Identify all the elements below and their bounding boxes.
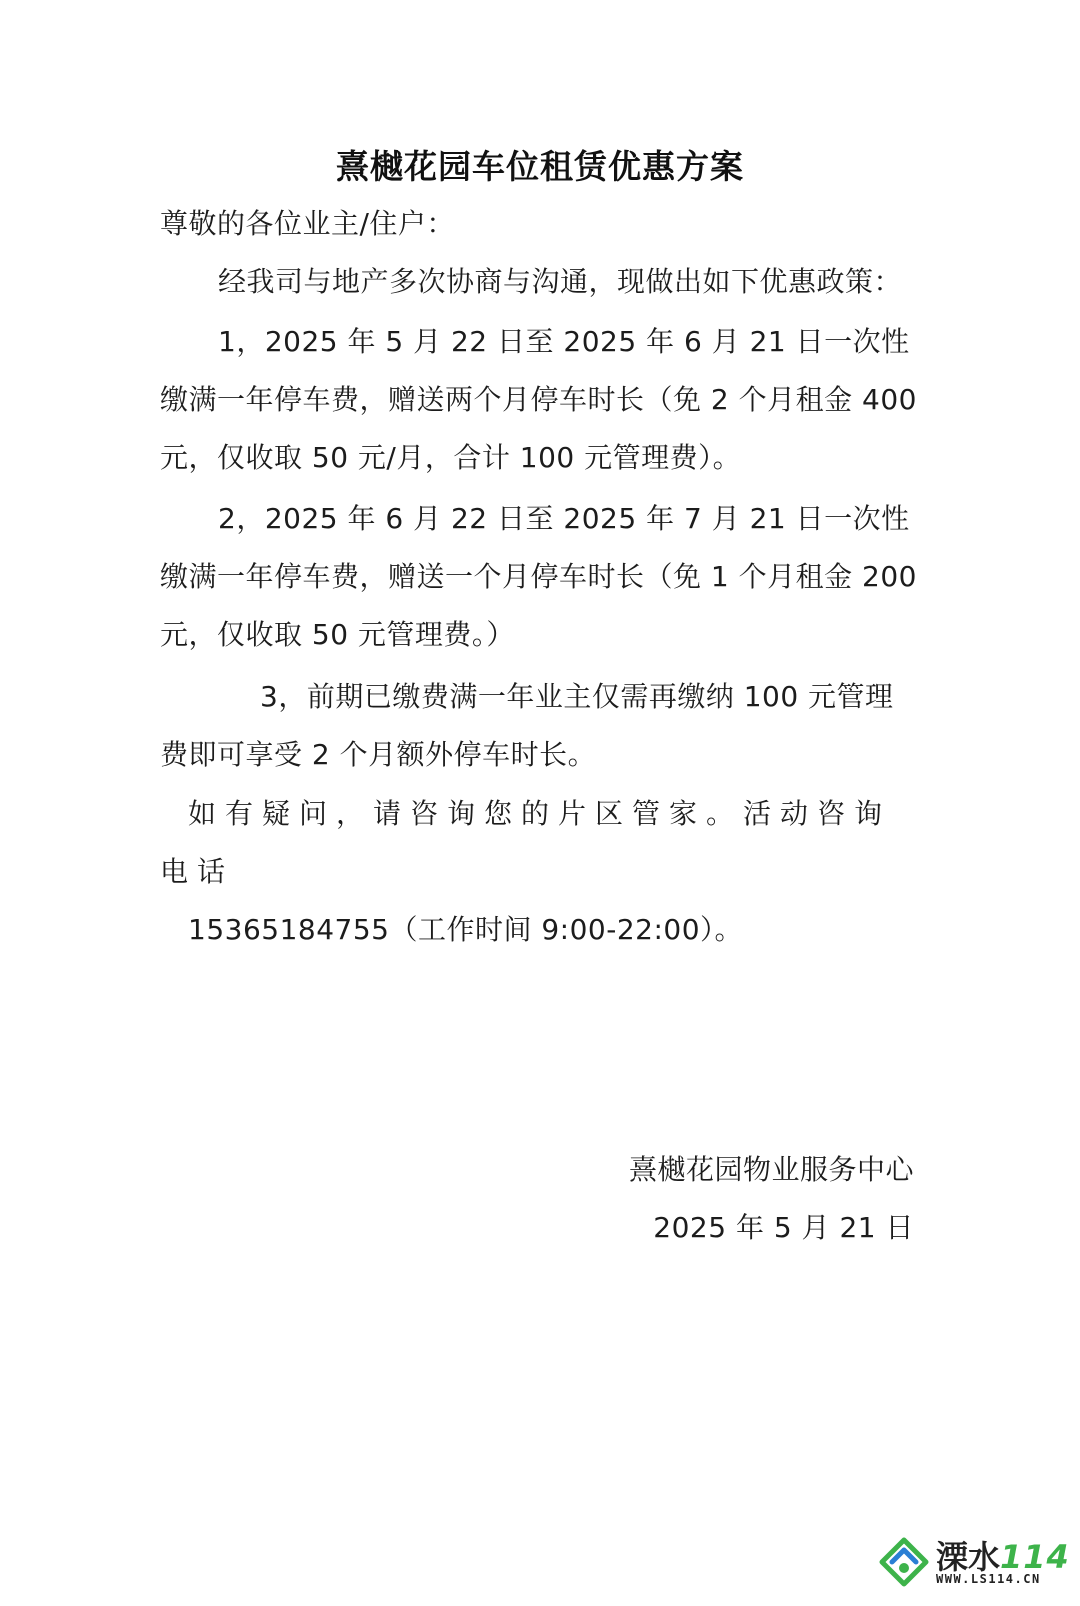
watermark-url: WWW.LS114.CN — [936, 1572, 1041, 1586]
document-title: 熹樾花园车位租赁优惠方案 — [336, 147, 744, 186]
policy-item-2: 2，2025 年 6 月 22 日至 2025 年 7 月 21 日一次性缴满一年停车费，赠送一个月停车时长（免 1 个月租金 200 元，仅收取 50 元管理费。） — [160, 502, 917, 651]
signature-organization: 熹樾花园物业服务中心 — [628, 1153, 914, 1186]
site-watermark — [878, 1528, 1078, 1594]
policy-item-3: 3，前期已缴费满一年业主仅需再缴纳 100 元管理费即可享受 2 个月额外停车时长。 — [160, 680, 894, 771]
intro-paragraph: 经我司与地产多次协商与沟通，现做出如下优惠政策： — [218, 265, 903, 298]
contact-paragraph — [160, 785, 920, 959]
watermark-name-cn: 溧水 — [936, 1538, 1001, 1576]
salutation: 尊敬的各位业主/住户： — [160, 207, 455, 240]
watermark-name-num: 114 — [1000, 1538, 1070, 1576]
contact-line-2: 15365184755（工作时间 9:00-22:00）。 — [188, 913, 744, 946]
contact-line-1: 如有疑问，请咨询您的片区管家。活动咨询电话 — [160, 797, 892, 888]
signature-date: 2025 年 5 月 21 日 — [653, 1211, 914, 1244]
policy-item-1: 1，2025 年 5 月 22 日至 2025 年 6 月 21 日一次性缴满一年停车费，赠送两个月停车时长（免 2 个月租金 400 元，仅收取 50 元/月，合计 100 元管理费）。 — [160, 325, 917, 474]
ls114-logo-icon — [878, 1536, 930, 1588]
